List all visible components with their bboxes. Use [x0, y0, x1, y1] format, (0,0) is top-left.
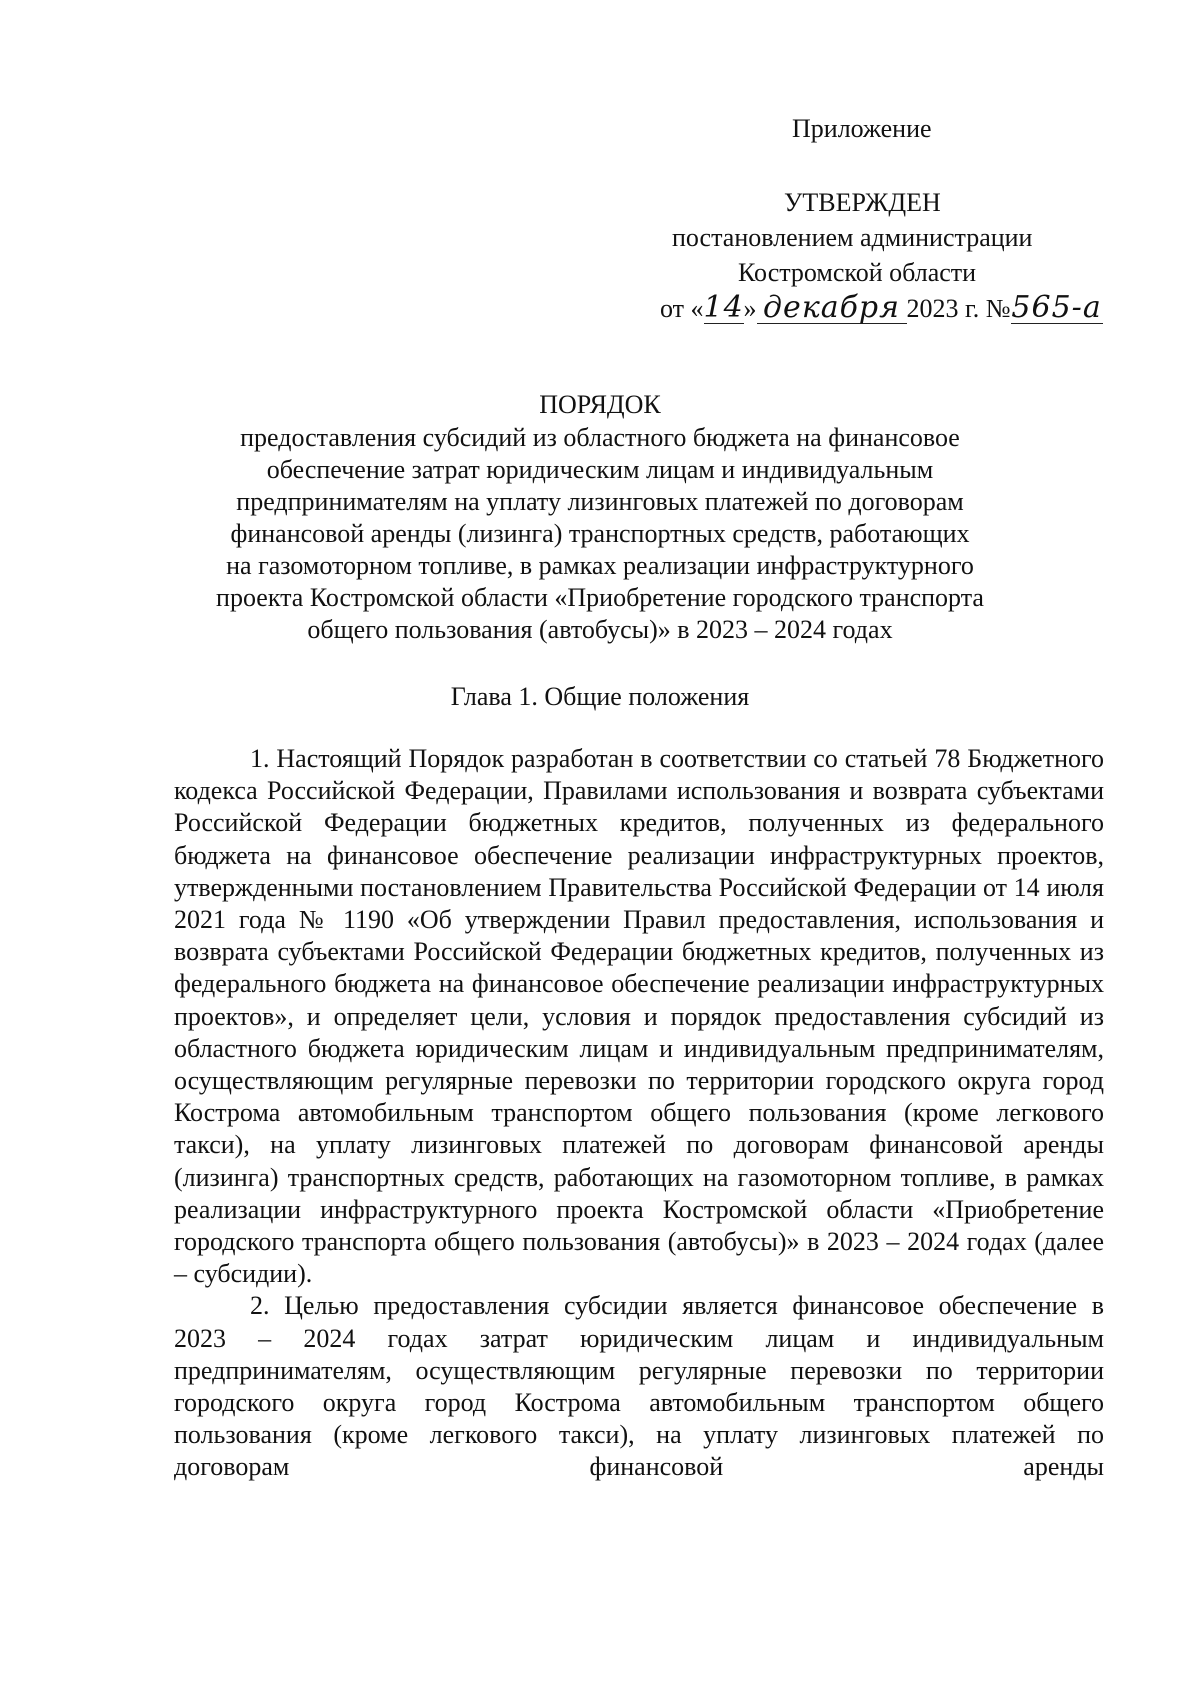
title-line: предоставления субсидий из областного бюджета на финансовое [240, 423, 960, 452]
title-line: финансовой аренды (лизинга) транспортных средств, работающих [230, 519, 970, 548]
title-line: предпринимателям на уплату лизинговых платежей по договорам [236, 487, 964, 516]
document-body [174, 743, 1104, 1484]
title-line: на газомоторном топливе, в рамках реализации инфраструктурного [226, 551, 974, 580]
approved-label: УТВЕРЖДЕН [784, 188, 941, 217]
date-number: 565-а [1011, 290, 1102, 325]
title-line: обеспечение затрат юридическим лицам и индивидуальным [266, 455, 934, 484]
title-heading: ПОРЯДОК [539, 390, 661, 419]
title-line: общего пользования (автобусы)» в 2023 – 2024 годах [307, 615, 893, 644]
approved-by-line2: Костромской области [738, 258, 977, 287]
approved-by-line1: постановлением администрации [672, 223, 1033, 252]
date-month: декабря [757, 293, 907, 324]
date-prefix: от « [660, 294, 704, 323]
date-year-number: 2023 г. № [906, 294, 1011, 323]
chapter-heading: Глава 1. Общие положения [450, 682, 750, 711]
paragraph-2: 2. Целью предоставления субсидии является финансовое обеспечение в 2023 – 2024 годах затрат юридическим лицам и индивидуальным предпринимателям, осуществляющим регулярные перевозки по территории городского округа город Кострома автомобильным транспортом общего пользования (кроме легкового такси), на уплату лизинговых платежей по договорам финансовой аренды [174, 1291, 1104, 1482]
paragraph-1: 1. Настоящий Порядок разработан в соответствии со статьей 78 Бюджетного кодекса Российской Федерации, Правилами использования и возврата субъектами Российской Федерации бюджетных кредитов, полученных из федерального бюджета на финансовое обеспечение реализации инфраструктурных проектов, утвержденными постановлением Правительства Российской Федерации от 14 июля 2021 года № 1190 «Об утверждении Правил предоставления, использования и возврата субъектами Российской Федерации бюджетных кредитов, полученных из федерального бюджета на финансовое обеспечение реализации инфраструктурных проектов», и определяет цели, условия и порядок предоставления субсидий из областного бюджета юридическим лицам и индивидуальным предпринимателям, осуществляющим регулярные перевозки по территории городского округа город Кострома автомобильным транспортом общего пользования (кроме легкового такси), на уплату лизинговых платежей по договорам финансовой аренды (лизинга) транспортных средств, работающих на газомоторном топливе, в рамках реализации инфраструктурного проекта Костромской области «Приобретение городского транспорта общего пользования (автобусы)» в 2023 – 2024 годах (далее – субсидии). [174, 744, 1104, 1289]
title-line: проекта Костромской области «Приобретение городского транспорта [216, 583, 984, 612]
appendix-label: Приложение [792, 114, 932, 143]
date-mid: » [743, 294, 757, 323]
approval-date-line [660, 290, 1103, 325]
date-day: 14 [703, 290, 744, 325]
document-title [150, 388, 1050, 646]
